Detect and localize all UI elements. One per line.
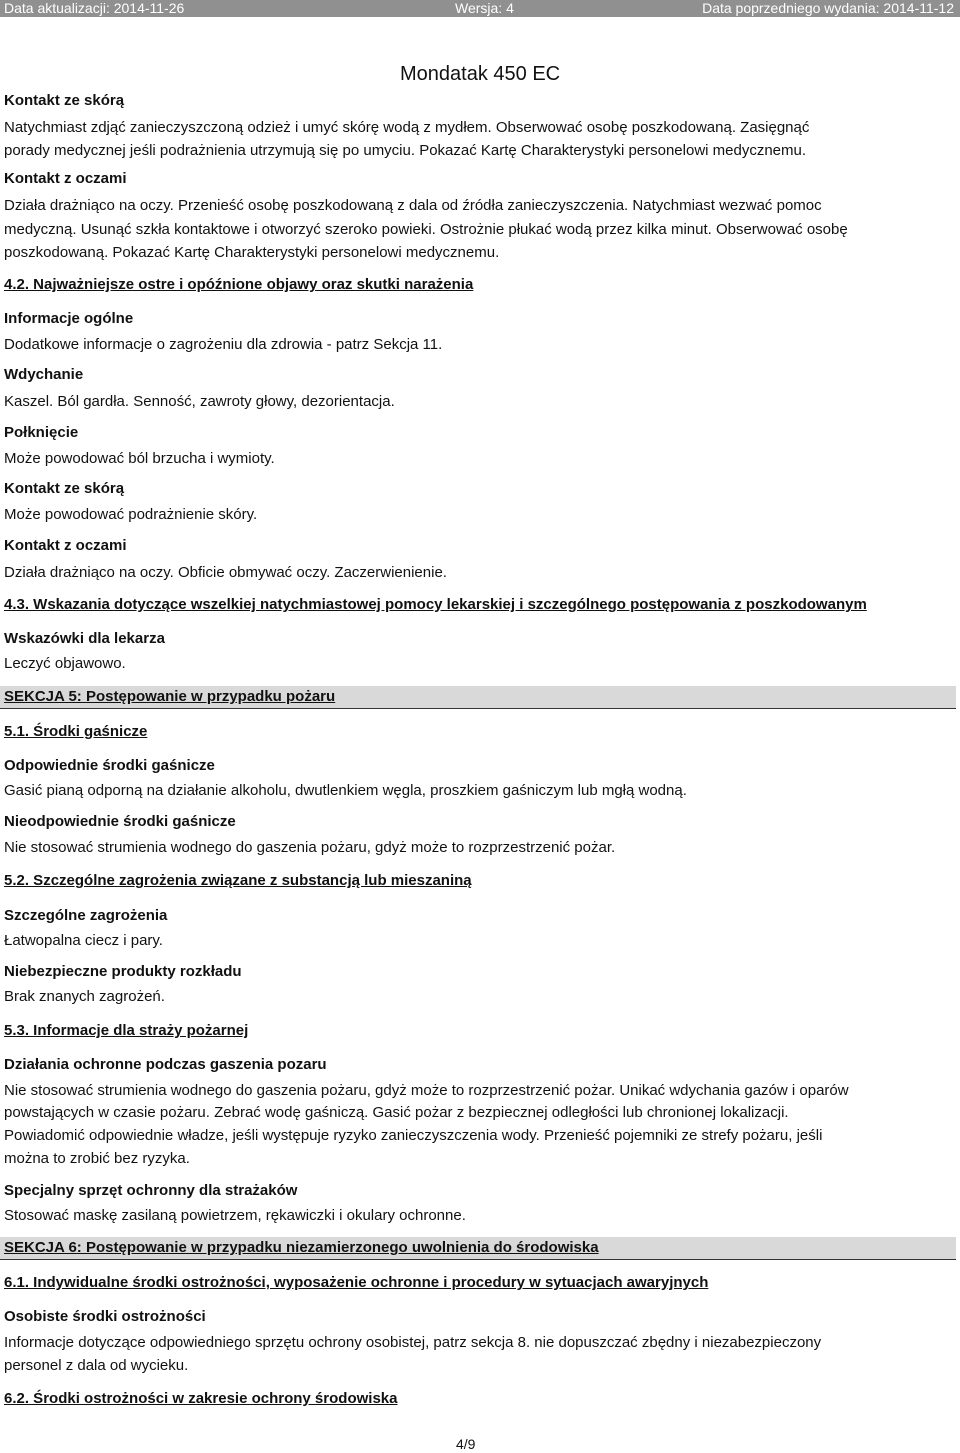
body-text: Informacje dotyczące odpowiedniego sprzętu ochrony osobistej, patrz sekcja 8. nie dopuszczać zbędny i niezabezpieczony	[4, 1334, 822, 1351]
subheading: Kontakt z oczami	[4, 537, 127, 554]
section-heading-4-3: 4.3. Wskazania dotyczące wszelkiej natychmiastowej pomocy lekarskiej i szczególnego postępowania z poszkodowanym	[4, 596, 867, 613]
body-text: Leczyć objawowo.	[4, 655, 126, 672]
section-title: SEKCJA 5: Postępowanie w przypadku pożaru	[4, 688, 336, 705]
previous-date: Data poprzedniego wydania: 2014-11-12	[702, 0, 954, 16]
body-text: poszkodowaną. Pokazać Kartę Charakterystyki personelowi medycznemu.	[4, 244, 500, 261]
section-heading-6-2: 6.2. Środki ostrożności w zakresie ochrony środowiska	[4, 1390, 398, 1407]
update-date: Data aktualizacji: 2014-11-26	[4, 0, 185, 16]
body-text: Nie stosować strumienia wodnego do gaszenia pożaru, gdyż może to rozprzestrzenić pożar.	[4, 839, 616, 856]
subheading: Nieodpowiednie środki gaśnicze	[4, 813, 236, 830]
body-text: można to zrobić bez ryzyka.	[4, 1150, 190, 1167]
subheading: Specjalny sprzęt ochronny dla strażaków	[4, 1182, 298, 1199]
body-text: Może powodować podrażnienie skóry.	[4, 506, 258, 523]
body-text: porady medycznej jeśli podrażnienia utrzymują się po umyciu. Pokazać Kartę Charakterystyki personelowi medycznemu.	[4, 142, 807, 159]
section-heading-4-2: 4.2. Najważniejsze ostre i opóźnione objawy oraz skutki narażenia	[4, 276, 474, 293]
body-text: Stosować maskę zasilaną powietrzem, rękawiczki i okulary ochronne.	[4, 1207, 466, 1224]
subheading: Odpowiednie środki gaśnicze	[4, 757, 215, 774]
subheading: Osobiste środki ostrożności	[4, 1308, 206, 1325]
body-text: Kaszel. Ból gardła. Senność, zawroty głowy, dezorientacja.	[4, 393, 395, 410]
body-text: powstających w czasie pożaru. Zebrać wodę gaśniczą. Gasić pożar z bezpiecznej odległości lub chronionej lokalizacji.	[4, 1104, 789, 1121]
body-text: Gasić pianą odporną na działanie alkoholu, dwutlenkiem węgla, proszkiem gaśniczym lub mgłą wodną.	[4, 782, 687, 799]
section-bar-6	[0, 1237, 956, 1260]
section-heading-5-3: 5.3. Informacje dla straży pożarnej	[4, 1022, 249, 1039]
subheading: Niebezpieczne produkty rozkładu	[4, 963, 242, 980]
subheading: Kontakt ze skórą	[4, 92, 125, 109]
body-text: Działa drażniąco na oczy. Przenieść osobę poszkodowaną z dala od źródła zanieczyszczenia. Natychmiast wezwać pomoc	[4, 197, 822, 214]
body-text: Nie stosować strumienia wodnego do gaszenia pożaru, gdyż może to rozprzestrzenić pożar. Unikać wdychania gazów i oparów	[4, 1082, 849, 1099]
section-bar-5	[0, 686, 956, 709]
page-header	[0, 0, 960, 17]
body-text: Działa drażniąco na oczy. Obficie obmywać oczy. Zaczerwienienie.	[4, 564, 447, 581]
document-title: Mondatak 450 EC	[400, 63, 561, 85]
subheading: Wdychanie	[4, 366, 84, 383]
subheading: Wskazówki dla lekarza	[4, 630, 165, 647]
subheading: Kontakt z oczami	[4, 170, 127, 187]
body-text: Dodatkowe informacje o zagrożeniu dla zdrowia - patrz Sekcja 11.	[4, 336, 443, 353]
section-heading-5-2: 5.2. Szczególne zagrożenia związane z substancją lub mieszaniną	[4, 872, 472, 889]
body-text: Łatwopalna ciecz i pary.	[4, 932, 163, 949]
body-text: Może powodować ból brzucha i wymioty.	[4, 450, 275, 467]
version: Wersja: 4	[455, 0, 514, 16]
section-heading-6-1: 6.1. Indywidualne środki ostrożności, wyposażenie ochronne i procedury w sytuacjach awaryjnych	[4, 1274, 709, 1291]
subheading: Połknięcie	[4, 424, 79, 441]
subheading: Szczególne zagrożenia	[4, 907, 168, 924]
subheading: Informacje ogólne	[4, 310, 134, 327]
subheading: Działania ochronne podczas gaszenia pozaru	[4, 1056, 327, 1073]
body-text: medyczną. Usunąć szkła kontaktowe i otworzyć szeroko powieki. Ostrożnie płukać wodą przez kilka minut. Obserwować osobę	[4, 221, 848, 238]
body-text: Brak znanych zagrożeń.	[4, 988, 165, 1005]
subheading: Kontakt ze skórą	[4, 480, 125, 497]
body-text: personel z dala od wycieku.	[4, 1357, 189, 1374]
section-heading-5-1: 5.1. Środki gaśnicze	[4, 723, 148, 740]
section-title: SEKCJA 6: Postępowanie w przypadku niezamierzonego uwolnienia do środowiska	[4, 1239, 599, 1256]
page-number: 4/9	[456, 1436, 476, 1452]
body-text: Natychmiast zdjąć zanieczyszczoną odzież i umyć skórę wodą z mydłem. Obserwować osobę poszkodowaną. Zasięgnąć	[4, 119, 810, 136]
body-text: Powiadomić odpowiednie władze, jeśli występuje ryzyko zanieczyszczenia wody. Przenieść pojemniki ze strefy pożaru, jeśli	[4, 1127, 823, 1144]
